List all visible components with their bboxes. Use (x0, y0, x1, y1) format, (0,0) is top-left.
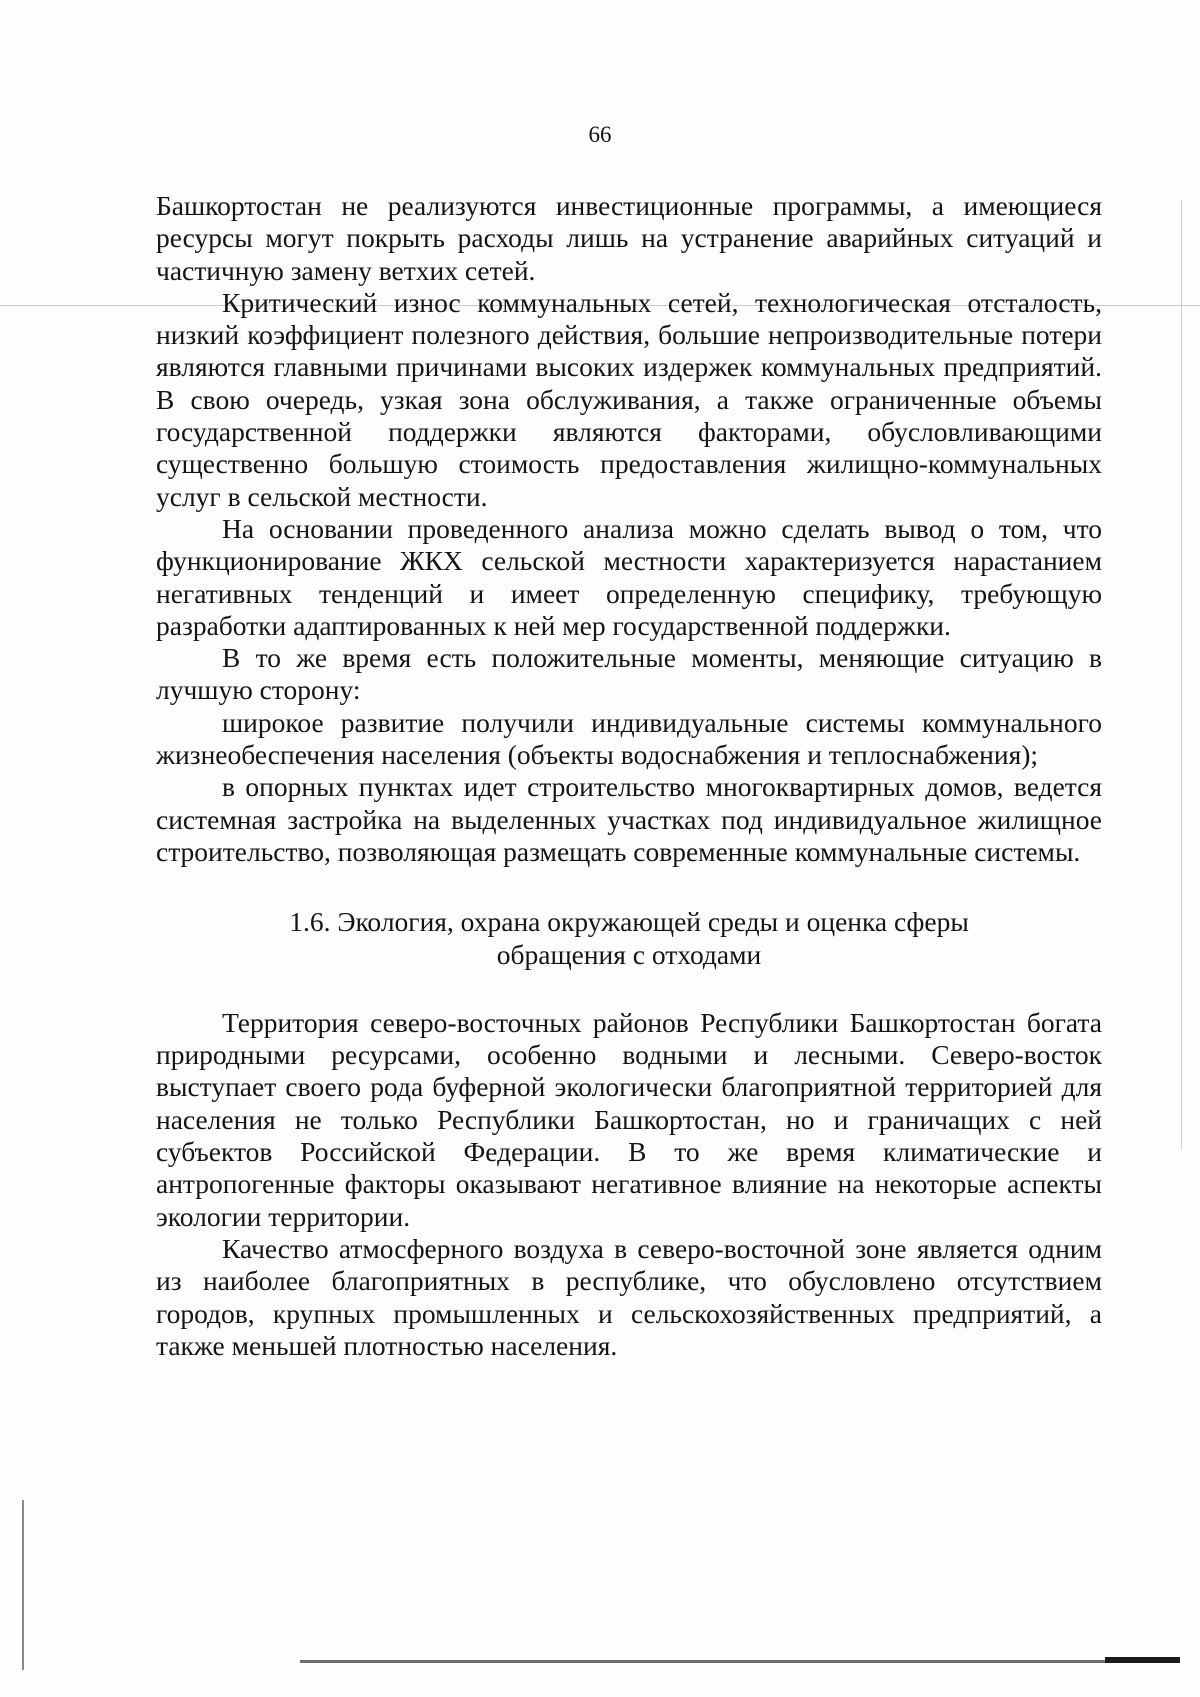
paragraph: Критический износ коммунальных сетей, технологическая отсталость, низкий коэффициент полезного действия, большие непроизводительные потери являются главными причинами высоких издержек коммунальных предприятий. В свою очередь, узкая зона обслуживания, а также ограниченные объемы государственной поддержки являются факторами, обусловливающими существенно большую стоимость предоставления жилищно-коммунальных услуг в сельской местности. (156, 286, 1102, 512)
scan-artifact-line (1105, 1657, 1180, 1663)
paragraph: Башкортостан не реализуются инвестиционные программы, а имеющиеся ресурсы могут покрыть расходы лишь на устранение аварийных ситуаций и частичную замену ветхих сетей. (156, 190, 1102, 286)
list-item: широкое развитие получили индивидуальные системы коммунального жизнеобеспечения населения (объекты водоснабжения и теплоснабжения); (156, 706, 1102, 771)
scan-artifact-line (1181, 200, 1182, 1150)
section-heading-line: 1.6. Экология, охрана окружающей среды и оценка сферы (289, 906, 969, 938)
page-number: 66 (588, 122, 612, 147)
paragraph: Качество атмосферного воздуха в северо-восточной зоне является одним из наиболее благоприятных в республике, что обусловлено отсутствием городов, крупных промышленных и сельскохозяйственных предприятий, а также меньшей плотностью населения. (156, 1232, 1102, 1361)
list-item: в опорных пунктах идет строительство многоквартирных домов, ведется системная застройка на выделенных участках под индивидуальное жилищное строительство, позволяющая размещать современные коммунальные системы. (156, 771, 1102, 867)
paragraph: В то же время есть положительные моменты, меняющие ситуацию в лучшую сторону: (156, 642, 1102, 706)
section-heading-line: обращения с отходами (496, 938, 762, 970)
scan-artifact-line (22, 1500, 24, 1670)
document-body (156, 190, 1102, 1362)
paragraph: Территория северо-восточных районов Республики Башкортостан богата природными ресурсами, особенно водными и лесными. Северо-восток выступает своего рода буферной экологически благоприятной территорией для населения не только Республики Башкортостан, но и граничащих с ней субъектов Российской Федерации. В то же время климатические и антропогенные факторы оказывают негативное влияние на некоторые аспекты экологии территории. (156, 1006, 1102, 1232)
scan-artifact-line (300, 1660, 1180, 1663)
paragraph: На основании проведенного анализа можно сделать вывод о том, что функционирование ЖКХ сельской местности характеризуется нарастанием негативных тенденций и имеет определенную специфику, требующую разработки адаптированных к ней мер государственной поддержки. (156, 512, 1102, 641)
section-heading (156, 906, 1102, 971)
